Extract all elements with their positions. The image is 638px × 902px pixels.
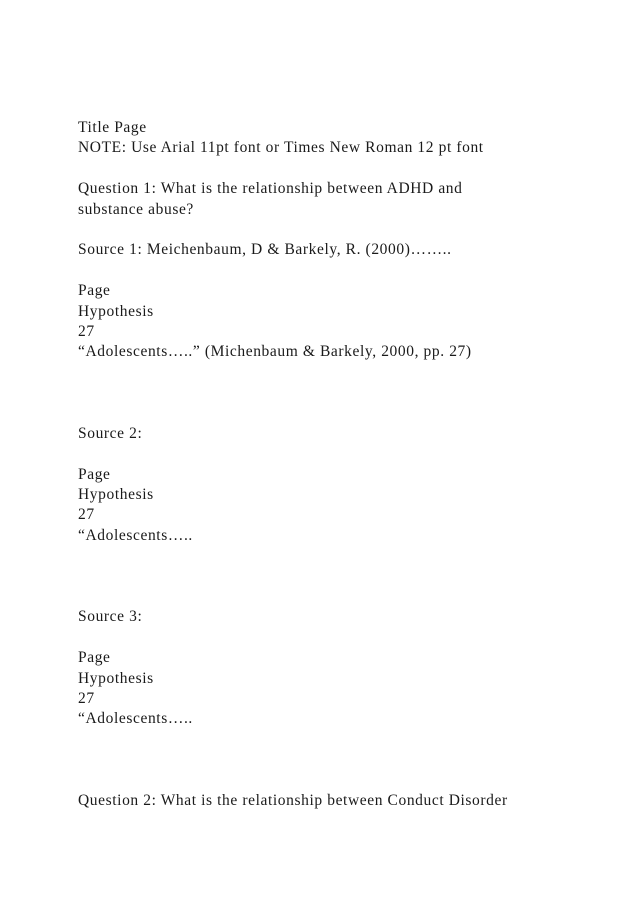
source-2-quote: “Adolescents….. xyxy=(78,526,193,544)
source-1-page-number: 27 xyxy=(78,322,95,340)
spacer xyxy=(78,628,618,648)
spacer xyxy=(78,587,618,607)
source-3-page-label: Page xyxy=(78,649,111,667)
question-2-line-1: Question 2: What is the relationship between Conduct Disorder xyxy=(78,791,508,809)
document-body xyxy=(78,118,618,811)
source-3-hypothesis-label: Hypothesis xyxy=(78,669,154,687)
spacer xyxy=(78,444,618,464)
spacer xyxy=(78,403,618,423)
source-2-page-number: 27 xyxy=(78,506,95,524)
spacer xyxy=(78,383,618,403)
source-3-heading: Source 3: xyxy=(78,608,143,626)
spacer xyxy=(78,750,618,770)
source-1-hypothesis-label: Hypothesis xyxy=(78,302,154,320)
source-1-heading: Source 1: Meichenbaum, D & Barkely, R. (2000)…….. xyxy=(78,241,452,259)
title-page-heading: Title Page xyxy=(78,119,147,136)
spacer xyxy=(78,261,618,281)
question-1-line-1: Question 1: What is the relationship between ADHD and xyxy=(78,180,463,198)
source-3-page-number: 27 xyxy=(78,689,95,707)
source-1-page-label: Page xyxy=(78,282,111,300)
source-2-heading: Source 2: xyxy=(78,424,143,442)
spacer xyxy=(78,363,618,383)
spacer xyxy=(78,159,618,179)
spacer xyxy=(78,546,618,566)
source-1-quote: “Adolescents…..” (Michenbaum & Barkely, 2000, pp. 27) xyxy=(78,343,472,361)
spacer xyxy=(78,567,618,587)
font-note: NOTE: Use Arial 11pt font or Times New Roman 12 pt font xyxy=(78,139,484,157)
spacer xyxy=(78,220,618,240)
source-2-page-label: Page xyxy=(78,465,111,483)
spacer xyxy=(78,730,618,750)
source-2-hypothesis-label: Hypothesis xyxy=(78,486,154,504)
spacer xyxy=(78,771,618,791)
source-3-quote: “Adolescents….. xyxy=(78,710,193,728)
question-1-line-2: substance abuse? xyxy=(78,200,194,218)
